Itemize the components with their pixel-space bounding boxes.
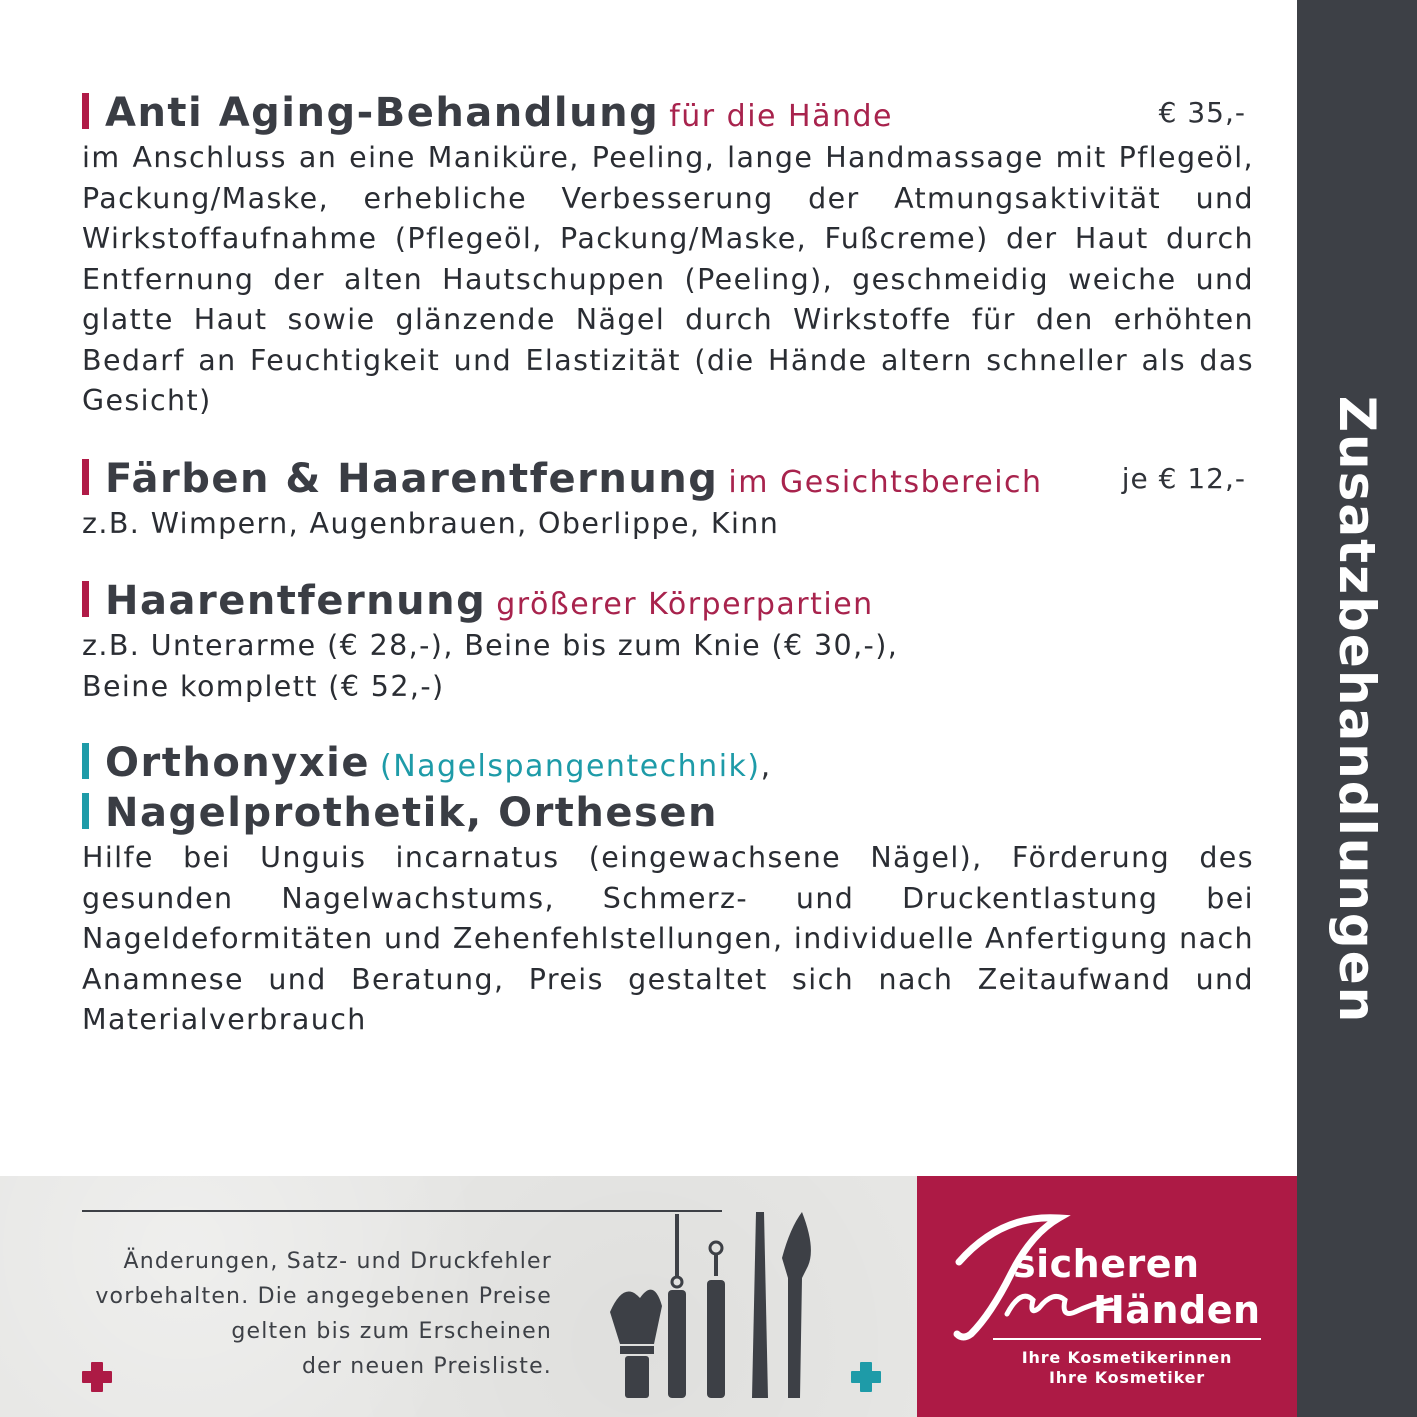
logo-panel [917,1176,1297,1417]
section-subtitle: für die Hände [669,99,893,134]
section-marker [82,581,89,617]
section-subtitle: im Gesichtsbereich [728,465,1043,500]
section-description-line: z.B. Unterarme (€ 28,-), Beine bis zum Knie (€ 30,-), [82,629,899,662]
section-subtitle: größerer Körperpartien [496,587,874,622]
section-subtitle-comma: , [760,749,772,784]
disclaimer-line: gelten bis zum Erscheinen [231,1319,552,1344]
logo-word-sicheren: sicheren [1013,1242,1200,1286]
section-price: je € 12,- [1121,462,1246,495]
section-faerben [82,456,1254,545]
section-title: Orthonyxie [105,740,370,786]
section-title: Anti Aging-Behandlung [105,90,660,136]
section-description: z.B. Wimpern, Augenbrauen, Oberlippe, Kinn [82,507,780,540]
footer-notice [0,1176,917,1417]
disclaimer-line: Änderungen, Satz- und Druckfehler [123,1249,552,1274]
logo-subtitle: Ihre Kosmetikerinnen [1021,1348,1233,1367]
logo-word-haenden: Händen [1093,1288,1261,1332]
section-heading-2 [82,790,1254,838]
sidebar [1297,0,1417,1417]
section-description: Hilfe bei Unguis incarnatus (eingewachsene Nägel), Förderung des gesunden Nagelwachstums, Schmerz- und Druckentlastung bei Nageldeformitäten und Zehenfehlstellungen, individuelle Anfertigung nach Anamnese und Beratung, Preis gestaltet sich nach Zeitaufwand und Materialverbrauch [82,841,1254,1036]
section-marker [82,459,89,495]
section-title-2: Nagelprothetik, Orthesen [105,790,718,836]
section-description-line: Beine komplett (€ 52,-) [82,669,445,703]
section-heading [82,578,1254,626]
section-price: € 35,- [1158,96,1246,129]
disclaimer-line: der neuen Preisliste. [301,1354,552,1379]
section-subtitle: (Nagelspangentechnik) [380,749,761,784]
section-description: im Anschluss an eine Maniküre, Peeling, lange Handmassage mit Pflegeöl, Packung/Maske, erhebliche Verbesserung der Atmungsaktivität und Wirkstoffaufnahme (Pflegeöl, Packung/Maske, Fußcreme) der Haut durch Entfernung der alten Hautschuppen (Peeling), geschmeidig weiche und glatte Haut sowie glänzende Nägel durch Wirkstoffe für den erhöhten Bedarf an Feuchtigkeit und Elastizität (die Hände altern schneller als das Gesicht) [82,141,1254,417]
section-anti-aging [82,90,1254,422]
cosmetic-tools-icon [604,1208,816,1400]
section-title: Färben & Haarentfernung [105,456,719,502]
disclaimer-line: vorbehalten. Die angegebenen Preise [95,1284,552,1309]
section-heading [82,740,1254,788]
logo-divider [993,1338,1261,1340]
logo-subtitle: Ihre Kosmetiker [1049,1368,1205,1387]
section-marker [82,793,89,829]
section-orthonyxie [82,740,1254,1041]
teal-cross-icon [850,1361,882,1393]
sidebar-title: Zusatzbehandlungen [1328,395,1386,1025]
section-heading [82,456,1254,504]
section-title: Haarentfernung [105,578,487,624]
section-marker [82,743,89,779]
section-heading [82,90,1254,138]
section-marker [82,93,89,129]
red-cross-icon [81,1361,113,1393]
disclaimer [95,1244,552,1384]
section-haarentfernung [82,578,1254,707]
